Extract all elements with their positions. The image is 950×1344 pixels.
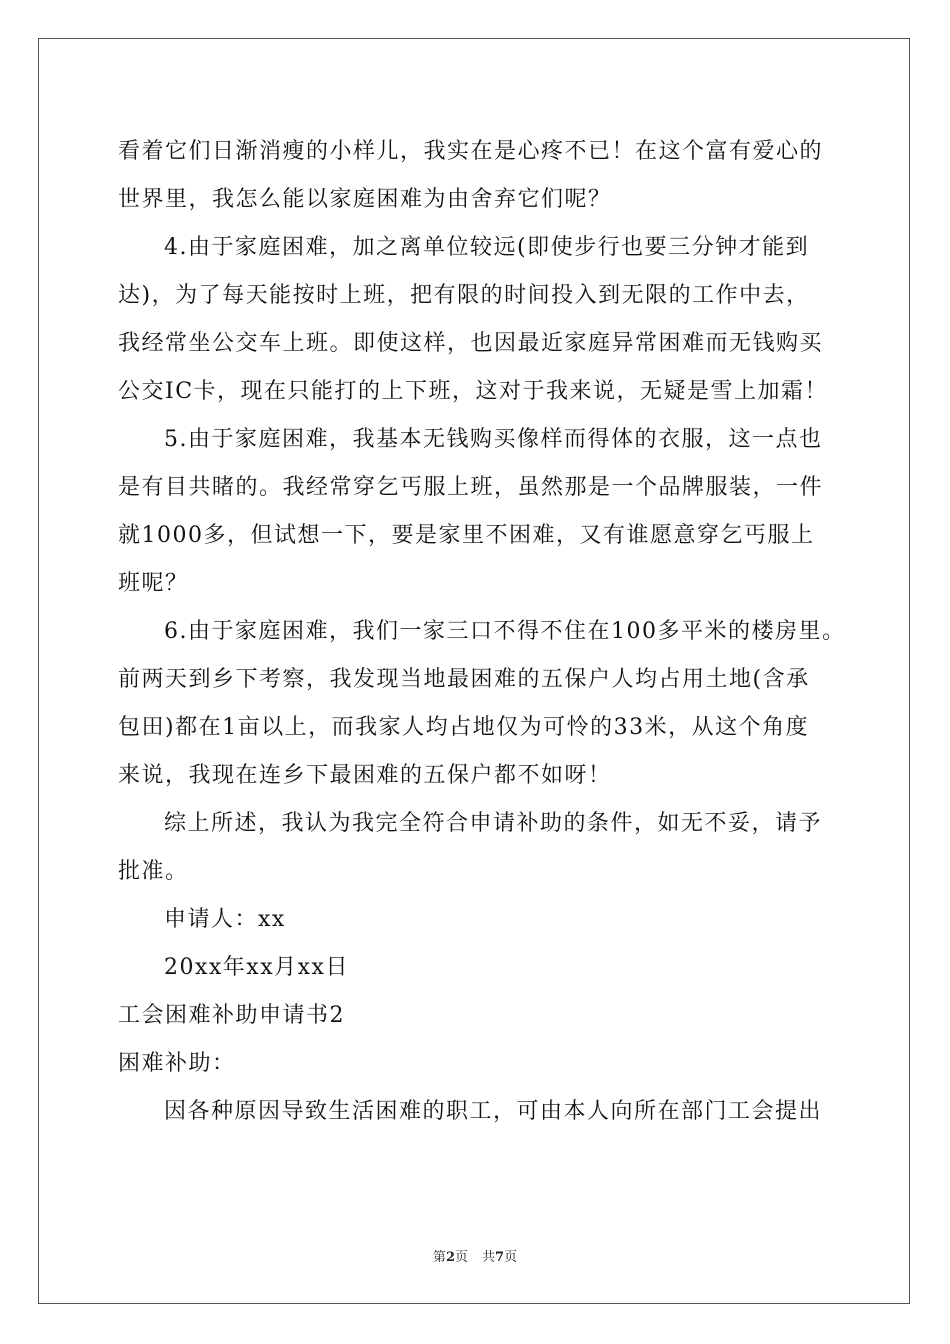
paragraph-line: 就1000多，但试想一下，要是家里不困难，又有谁愿意穿乞丐服上	[118, 523, 815, 548]
paragraph-line: 6.由于家庭困难，我们一家三口不得不住在100多平米的楼房里。	[164, 619, 846, 644]
applicant-line: 申请人：xx	[164, 907, 286, 932]
footer-page-number: 2	[445, 1250, 455, 1265]
paragraph-line: 我经常坐公交车上班。即使这样，也因最近家庭异常困难而无钱购买	[118, 331, 824, 356]
paragraph-line: 包田)都在1亩以上，而我家人均占地仅为可怜的33米，从这个角度	[118, 715, 810, 740]
date-line: 20xx年xx月xx日	[164, 955, 349, 980]
paragraph-line: 4.由于家庭困难，加之离单位较远(即使步行也要三分钟才能到	[164, 235, 810, 260]
paragraph-line: 看着它们日渐消瘦的小样儿，我实在是心疼不已！在这个富有爱心的	[118, 139, 824, 164]
footer-page-suffix: 页	[454, 1250, 468, 1265]
paragraph-line: 5.由于家庭困难，我基本无钱购买像样而得体的衣服，这一点也	[164, 427, 823, 452]
paragraph-line: 班呢？	[118, 571, 189, 596]
paragraph-line: 是有目共睹的。我经常穿乞丐服上班，虽然那是一个品牌服装，一件	[118, 475, 824, 500]
paragraph-line: 公交IC卡，现在只能打的上下班，这对于我来说，无疑是雪上加霜！	[118, 379, 829, 404]
footer-total-pages: 7	[495, 1250, 505, 1265]
paragraph-line: 达)，为了每天能按时上班，把有限的时间投入到无限的工作中去，	[118, 283, 810, 308]
footer-total-suffix: 页	[504, 1250, 518, 1265]
salutation-line: 困难补助：	[118, 1051, 236, 1076]
paragraph-line: 因各种原因导致生活困难的职工，可由本人向所在部门工会提出	[164, 1099, 823, 1124]
footer-total-prefix: 共	[482, 1250, 496, 1265]
document-body	[118, 128, 846, 1136]
paragraph-line: 世界里，我怎么能以家庭困难为由舍弃它们呢？	[118, 187, 612, 212]
footer-page-prefix: 第	[432, 1250, 446, 1265]
paragraph-line: 批准。	[118, 859, 189, 884]
paragraph-line: 前两天到乡下考察，我发现当地最困难的五保户人均占用土地(含承	[118, 667, 810, 692]
paragraph-line: 来说，我现在连乡下最困难的五保户都不如呀！	[118, 763, 612, 788]
page-footer	[0, 1246, 950, 1265]
section-title: 工会困难补助申请书2	[118, 1003, 345, 1028]
paragraph-line: 综上所述，我认为我完全符合申请补助的条件，如无不妥，请予	[164, 811, 823, 836]
